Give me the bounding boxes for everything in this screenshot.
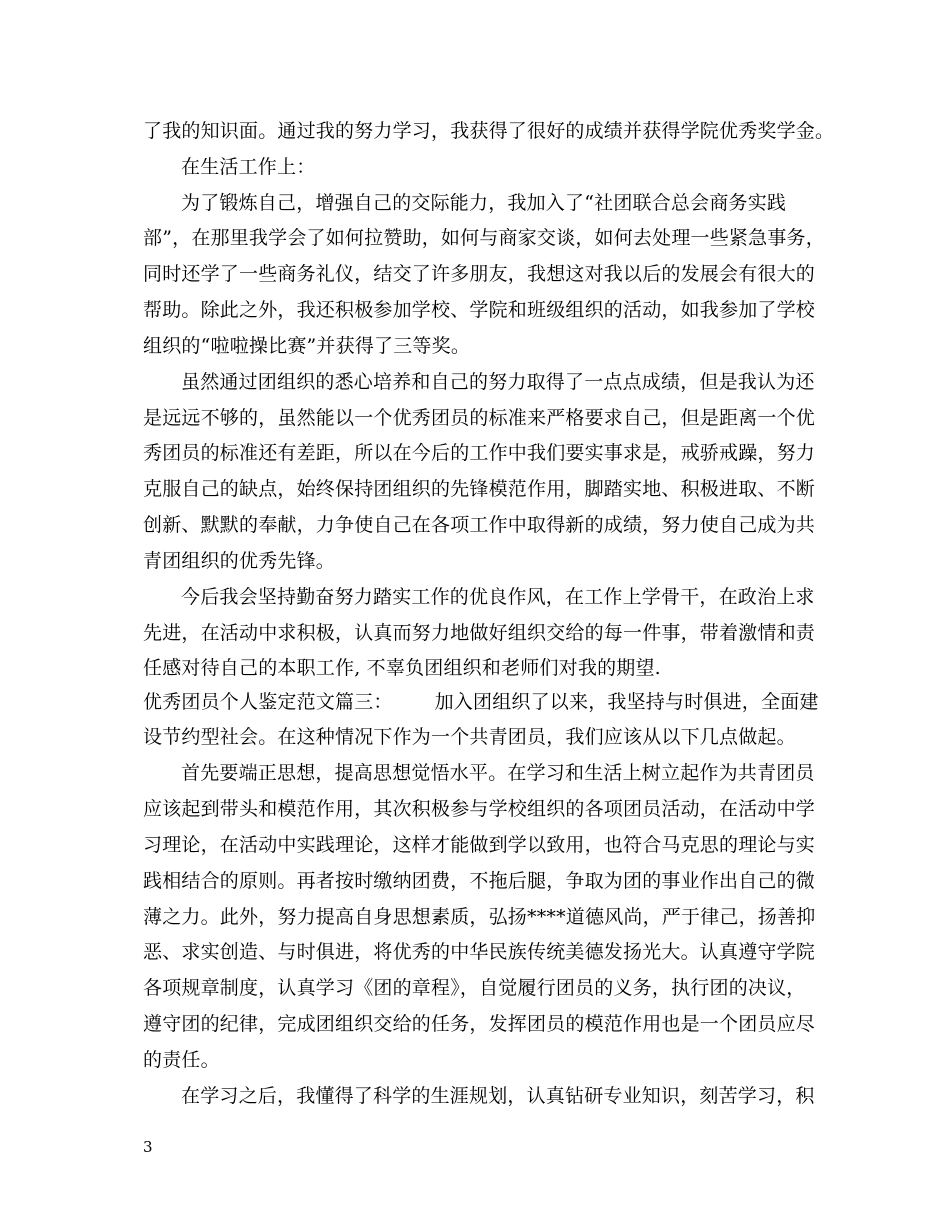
body-line: 在学习之后，我懂得了科学的生涯规划，认真钻研专业知识，刻苦学习，积 [181,1085,815,1107]
body-line: 践相结合的原则。再者按时缴纳团费，不拖后腿，争取为团的事业作出自己的微 [143,870,816,892]
body-line: 薄之力。此外，努力提高自身思想素质，弘扬****道德风尚，严于律己，扬善抑 [143,906,816,928]
body-line: 青团组织的优秀先锋。 [143,550,336,572]
body-line: 设节约型社会。在这种情况下作为一个共青团员，我们应该从以下几点做起。 [143,726,796,748]
body-line: 应该起到带头和模范作用，其次积极参与学校组织的各项团员活动，在活动中学 [143,798,816,820]
section-heading: 优秀团员个人鉴定范文篇三： [143,691,393,713]
body-line: 的责任。 [143,1049,220,1071]
body-line: 秀团员的标准还有差距，所以在今后的工作中我们要实事求是，戒骄戒躁，努力 [143,442,816,464]
body-line: 是远远不够的，虽然能以一个优秀团员的标准来严格要求自己，但是距离一个优 [143,407,816,429]
body-line: 各项规章制度，认真学习《团的章程》，自觉履行团员的义务，执行团的决议， [143,977,806,999]
body-line: 任感对待自己的本职工作, 不辜负团组织和老师们对我的期望. [143,657,661,679]
body-line: 创新、默默的奉献，力争使自己在各项工作中取得新的成绩，努力使自己成为共 [143,514,816,536]
body-line: 了我的知识面。通过我的努力学习，我获得了很好的成绩并获得学院优秀奖学金。 [143,120,835,142]
body-line: 虽然通过团组织的悉心培养和自己的努力取得了一点点成绩，但是我认为还 [181,371,815,393]
section-heading-line [143,690,819,714]
body-line: 组织的“啦啦操比赛”并获得了三等奖。 [143,335,471,357]
body-line: 首先要端正思想，提高思想觉悟水平。在学习和生活上树立起作为共青团员 [181,762,815,784]
body-line: 习理论，在活动中实践理论，这样才能做到学以致用，也符合马克思的理论与实 [143,834,816,856]
body-line: 今后我会坚持勤奋努力踏实工作的优良作风，在工作上学骨干，在政治上求 [181,586,815,608]
body-line: 为了锻炼自己，增强自己的交际能力，我加入了“社团联合总会商务实践 [181,192,787,214]
body-line: 克服自己的缺点，始终保持团组织的先锋模范作用，脚踏实地、积极进取、不断 [143,478,816,500]
body-line-inline: 加入团组织了以来，我坚持与时俱进，全面建 [434,691,819,713]
body-line: 遵守团的纪律，完成团组织交给的任务，发挥团员的模范作用也是一个团员应尽 [143,1013,816,1035]
body-line: 同时还学了一些商务礼仪，结交了许多朋友，我想这对我以后的发展会有很大的 [143,263,816,285]
body-line: 帮助。除此之外，我还积极参加学校、学院和班级组织的活动，如我参加了学校 [143,299,816,321]
body-line: 恶、求实创造、与时俱进，将优秀的中华民族传统美德发扬光大。认真遵守学院 [143,941,816,963]
body-line: 部”，在那里我学会了如何拉赞助，如何与商家交谈，如何去处理一些紧急事务， [143,227,825,249]
body-line: 先进，在活动中求积极，认真而努力地做好组织交给的每一件事，带着激情和责 [143,622,816,644]
page-number: 3 [143,1138,153,1156]
subheading-line: 在生活工作上： [181,156,316,178]
